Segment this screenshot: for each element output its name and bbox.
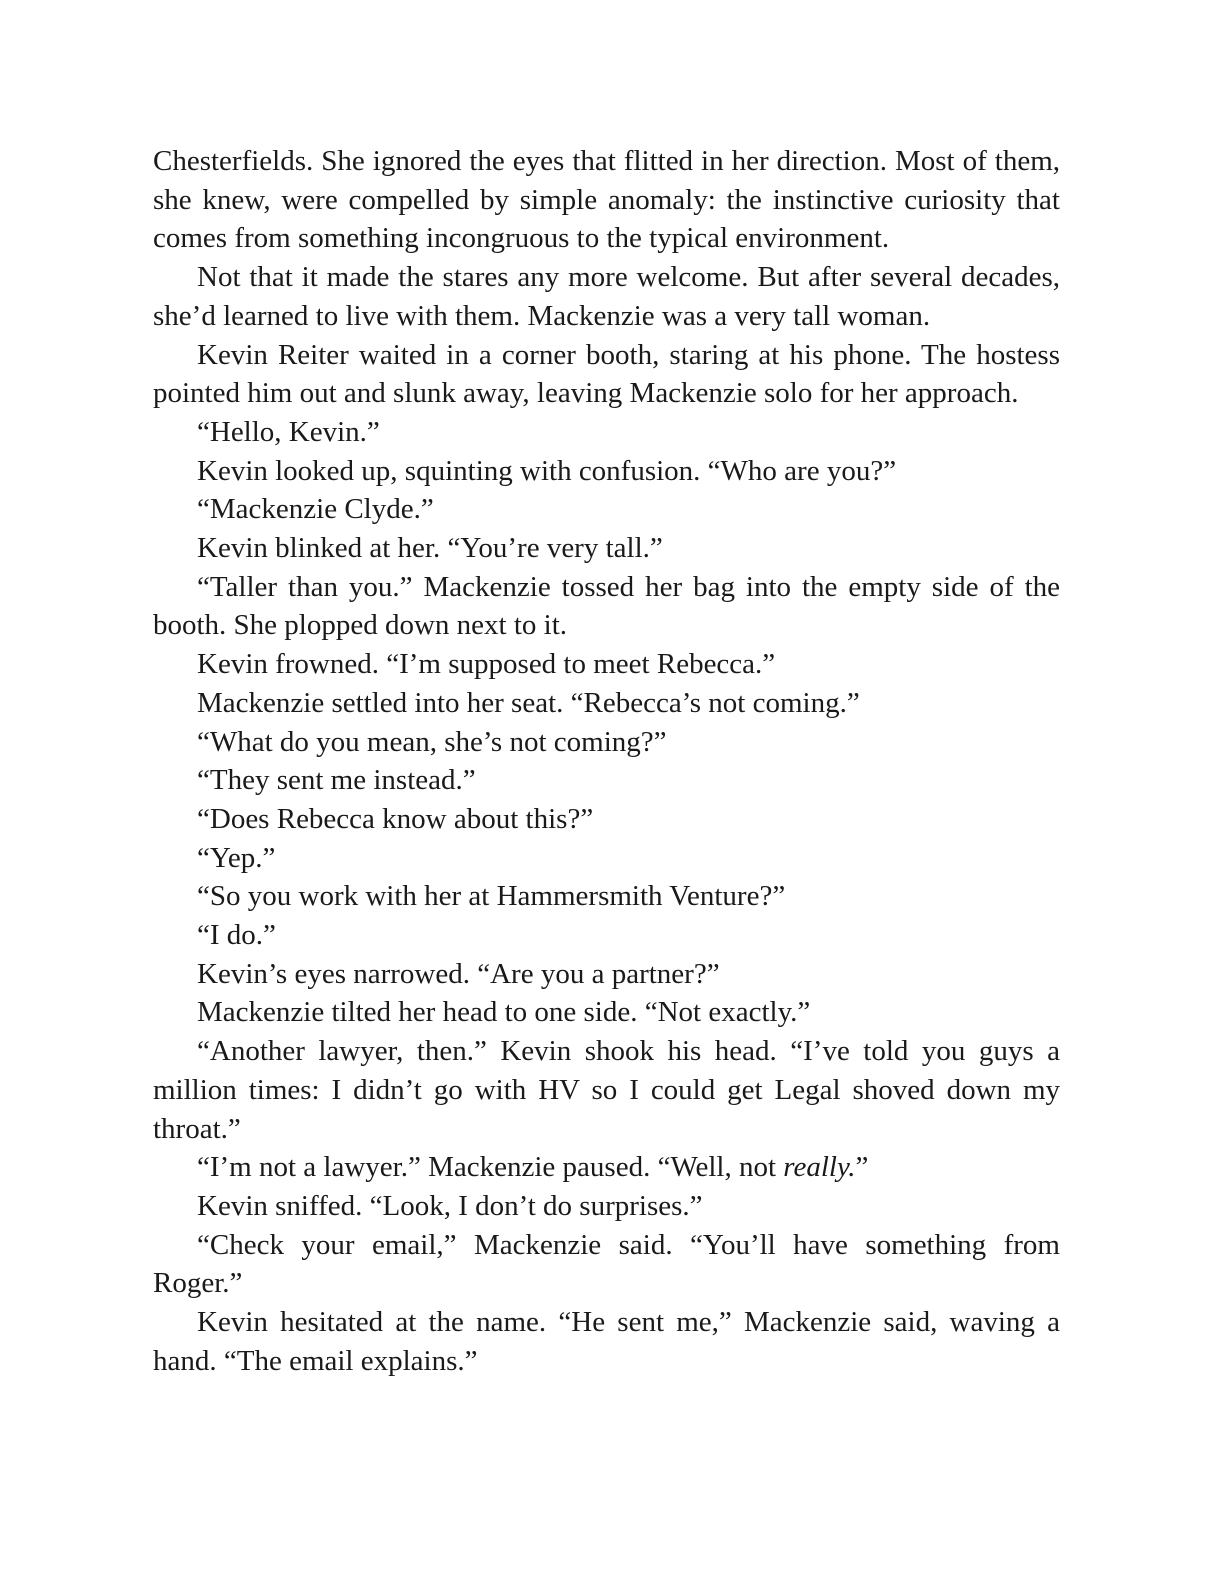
paragraph-continuation: Chesterfields. She ignored the eyes that flitted in her direction. Most of them, she knew, were compelled by simple anomaly: the instinctive curiosity that comes from something incongruous to the typical environment. (153, 145, 1060, 255)
dialogue-line: Mackenzie settled into her seat. “Rebecca’s not coming.” (197, 686, 860, 719)
dialogue-line: Kevin sniffed. “Look, I don’t do surprises.” (197, 1189, 703, 1222)
dialogue-line: Kevin hesitated at the name. “He sent me,” Mackenzie said, waving a hand. “The email explains.” (153, 1306, 1060, 1377)
closing-quote: ” (855, 1151, 869, 1184)
paragraph: Kevin Reiter waited in a corner booth, staring at his phone. The hostess pointed him out and slunk away, leaving Mackenzie solo for her approach. (153, 338, 1060, 410)
dialogue-line: Kevin’s eyes narrowed. “Are you a partner?” (197, 957, 720, 990)
dialogue-line: “Taller than you.” Mackenzie tossed her bag into the empty side of the booth. She plopped down next to it. (153, 570, 1060, 642)
emphasized-word: really. (783, 1151, 856, 1184)
dialogue-line: “Yep.” (197, 841, 276, 874)
dialogue-line: “Does Rebecca know about this?” (197, 802, 594, 835)
dialogue-line: “Mackenzie Clyde.” (197, 493, 434, 526)
dialogue-text: “I’m not a lawyer.” Mackenzie paused. “Well, not (197, 1151, 784, 1184)
dialogue-line-with-emphasis (153, 1148, 1060, 1187)
dialogue-line: “I do.” (197, 919, 276, 952)
book-page (153, 142, 1060, 1381)
dialogue-line: “So you work with her at Hammersmith Venture?” (197, 880, 786, 913)
dialogue-line: “Another lawyer, then.” Kevin shook his head. “I’ve told you guys a million times: I didn’t go with HV so I could get Legal shoved down my throat.” (153, 1035, 1060, 1145)
dialogue-line: “Hello, Kevin.” (197, 415, 380, 448)
dialogue-line: Mackenzie tilted her head to one side. “Not exactly.” (197, 996, 811, 1029)
dialogue-line: “Check your email,” Mackenzie said. “You’ll have something from Roger.” (153, 1228, 1060, 1300)
dialogue-line: Kevin blinked at her. “You’re very tall.” (197, 532, 663, 565)
dialogue-line: “What do you mean, she’s not coming?” (197, 725, 667, 758)
dialogue-line: “They sent me instead.” (197, 764, 476, 797)
dialogue-line: Kevin looked up, squinting with confusion. “Who are you?” (197, 454, 897, 487)
dialogue-line: Kevin frowned. “I’m supposed to meet Rebecca.” (197, 648, 776, 681)
paragraph: Not that it made the stares any more welcome. But after several decades, she’d learned to live with them. Mackenzie was a very tall woman. (153, 261, 1060, 332)
